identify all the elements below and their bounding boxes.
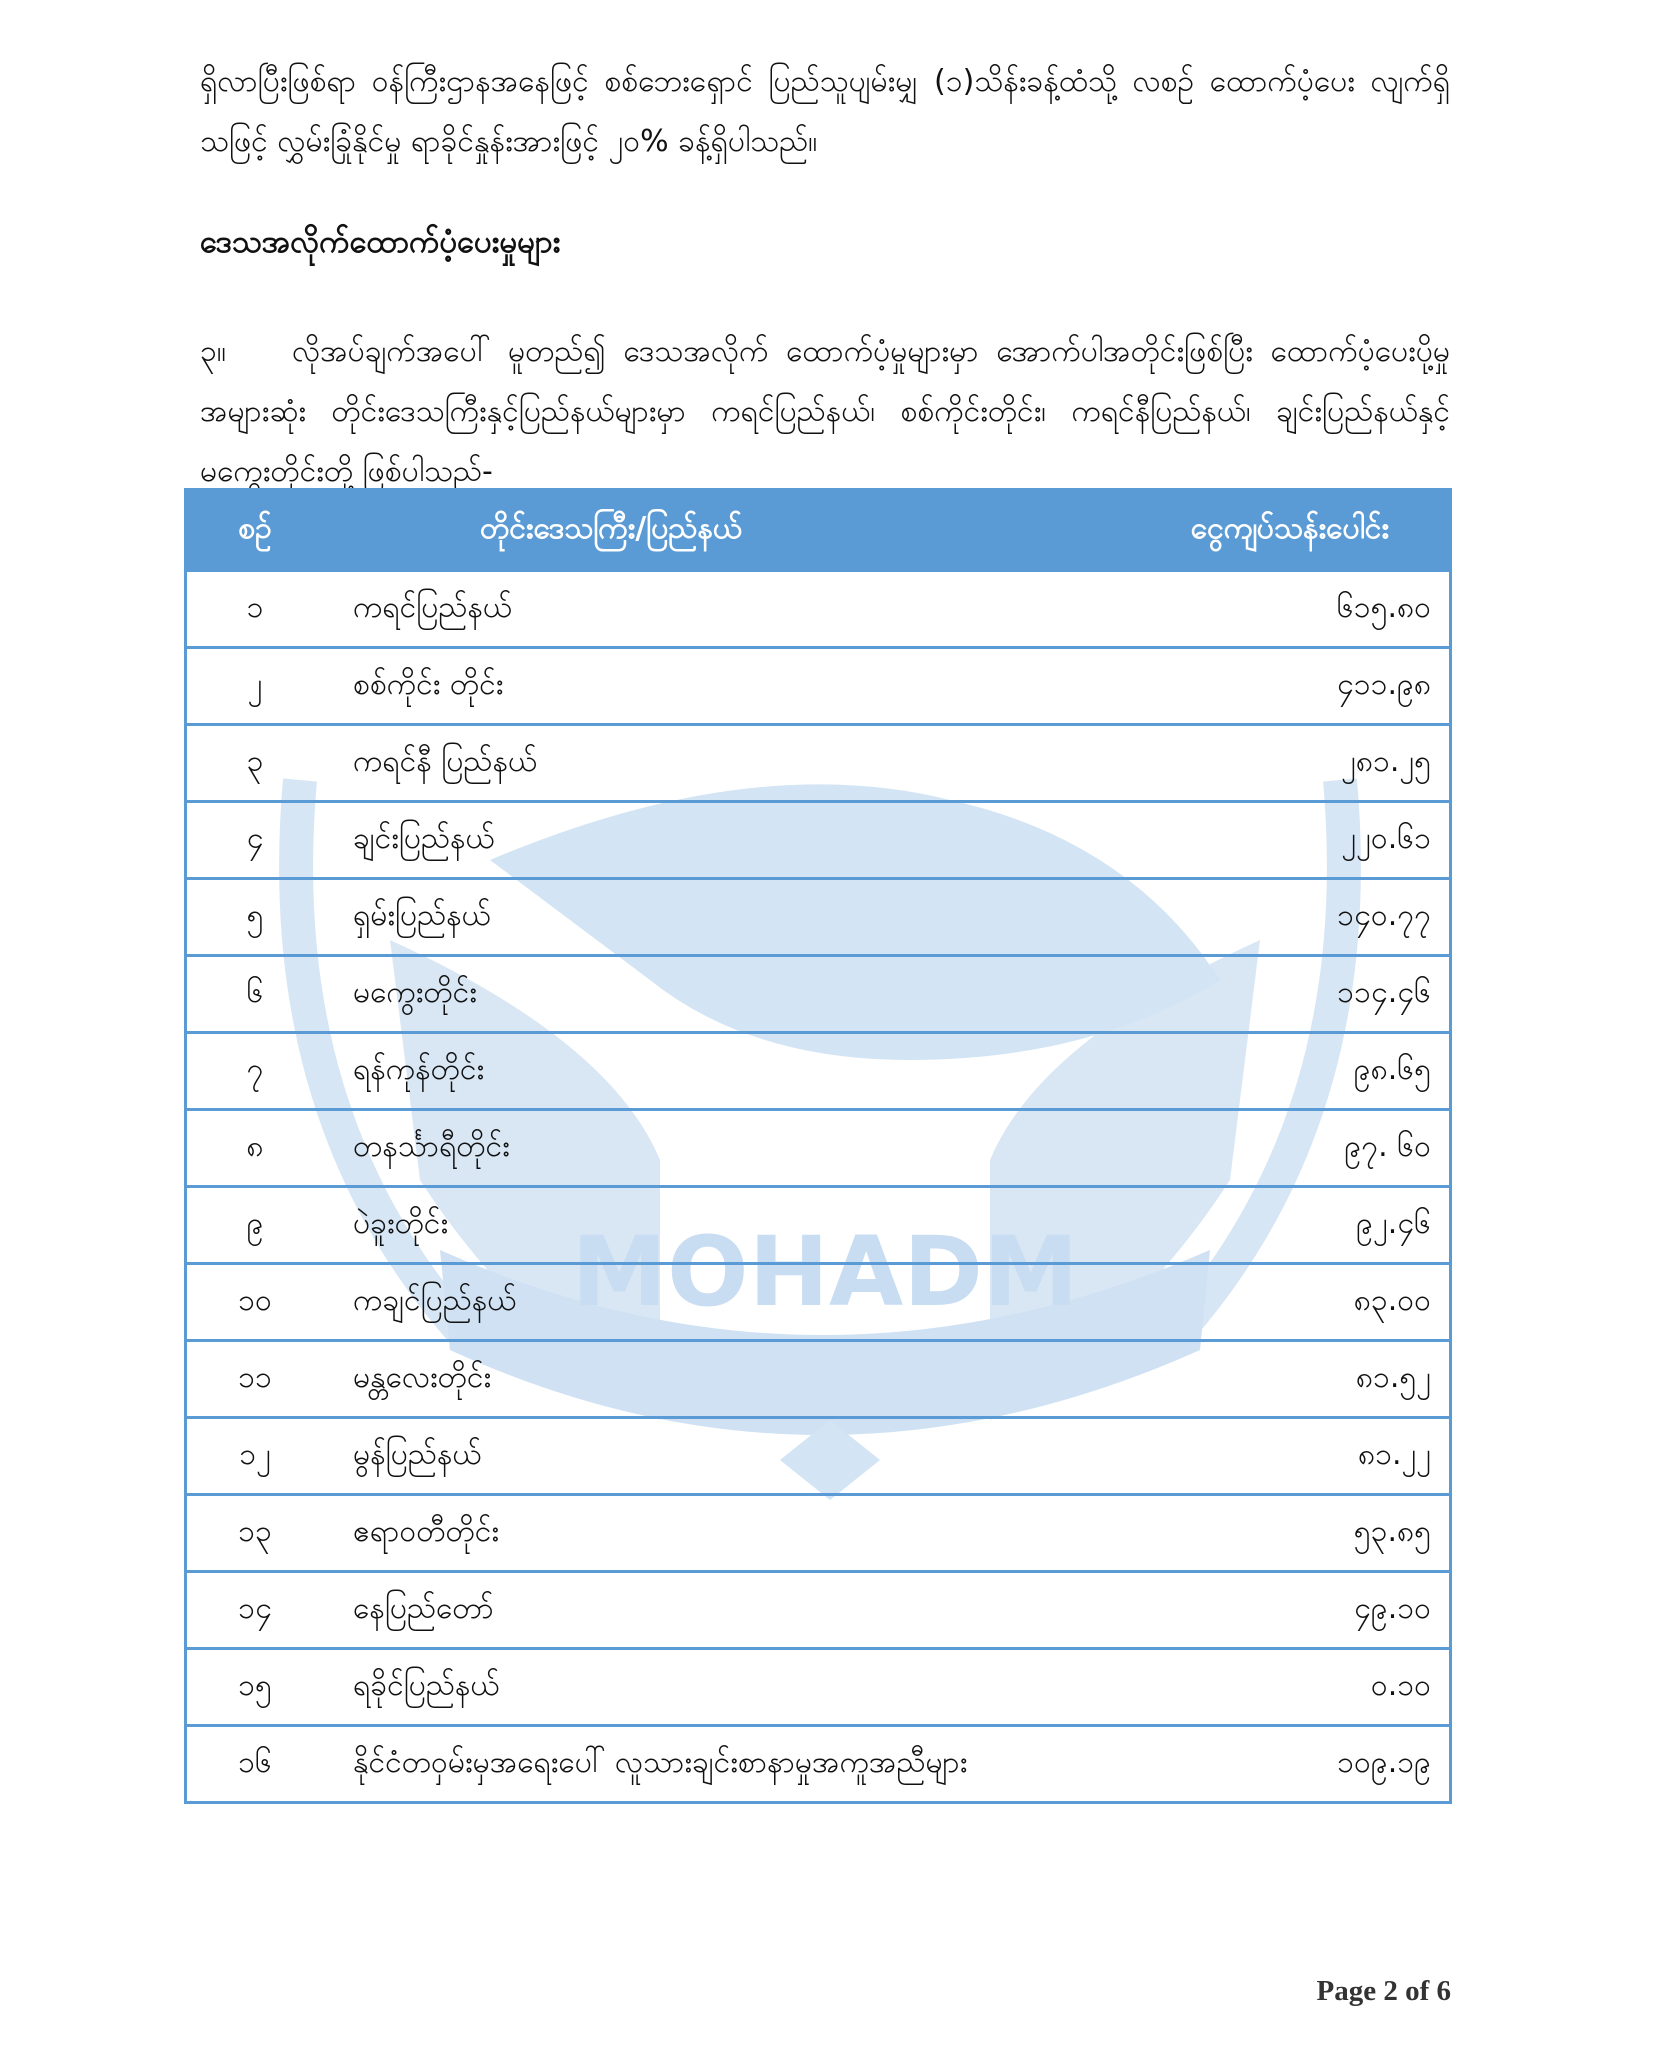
row-no: ၁၁: [186, 1341, 324, 1418]
row-region: နေပြည်တော်: [323, 1572, 1041, 1649]
table-row: [186, 648, 1451, 725]
table-row: [186, 725, 1451, 802]
row-region: ရှမ်းပြည်နယ်: [323, 879, 1041, 956]
page-footer: [1316, 1975, 1451, 2008]
row-no: ၁၃: [186, 1495, 324, 1572]
row-no: ၁၀: [186, 1264, 324, 1341]
table-row: [186, 1187, 1451, 1264]
intro-paragraph: ရှိလာပြီးဖြစ်ရာ ဝန်ကြီးဌာနအနေဖြင့် စစ်ဘေးရှောင် ပြည်သူပျမ်းမျှ (၁)သိန်းခန့်ထံသို့ လစဉ် ထောက်ပံ့ပေး လျက်ရှိသဖြင့် လွှမ်းခြုံနိုင်မှု ရာခိုင်နှုန်းအားဖြင့် ၂၀% ခန့်ရှိပါသည်။: [200, 64, 1450, 159]
row-region: ပဲခူးတိုင်း: [323, 1187, 1041, 1264]
table-row: [186, 1572, 1451, 1649]
footer-of-label: of: [1405, 1975, 1430, 2007]
row-region: ချင်းပြည်နယ်: [323, 802, 1041, 879]
table-row: [186, 1418, 1451, 1495]
row-region: တနင်္သာရီတိုင်း: [323, 1110, 1041, 1187]
row-region: နိုင်ငံတဝှမ်းမှအရေးပေါ် လူသားချင်းစာနာမှုအကူအညီများ: [323, 1726, 1041, 1803]
table-row: [186, 1110, 1451, 1187]
row-no: ၄: [186, 802, 324, 879]
row-amount: ၈၁.၂၂: [1041, 1418, 1451, 1495]
table-row: [186, 1649, 1451, 1726]
header-amount: ငွေကျပ်သန်းပေါင်း: [1041, 490, 1451, 571]
row-no: ၈: [186, 1110, 324, 1187]
regional-support-table: [184, 488, 1452, 1804]
watermark-text: MOHADM: [571, 1216, 1079, 1328]
row-no: ၁၄: [186, 1572, 324, 1649]
table-row: [186, 802, 1451, 879]
header-region: တိုင်းဒေသကြီး/ပြည်နယ်: [323, 490, 1041, 571]
row-region: ဧရာဝတီတိုင်း: [323, 1495, 1041, 1572]
row-amount: ၉၇. ၆၀: [1041, 1110, 1451, 1187]
paragraph-3-text: လိုအပ်ချက်အပေါ် မူတည်၍ ဒေသအလိုက် ထောက်ပံ့မှုများမှာ အောက်ပါအတိုင်းဖြစ်ပြီး ထောက်ပံ့ပေးပို့မှုအများဆုံး တိုင်းဒေသကြီးနှင့်ပြည်နယ်များမှာ ကရင်ပြည်နယ်၊ စစ်ကိုင်းတိုင်း၊ ကရင်နီပြည်နယ်၊ ချင်းပြည်နယ်နှင့် မကွေးတိုင်းတို့ ဖြစ်ပါသည်-: [200, 334, 1450, 489]
row-no: ၆: [186, 956, 324, 1033]
row-no: ၁: [186, 571, 324, 648]
table-row: [186, 879, 1451, 956]
row-amount: ၁၀၉.၁၉: [1041, 1726, 1451, 1803]
row-amount: ၄၁၁.၉၈: [1041, 648, 1451, 725]
row-region: ကချင်ပြည်နယ်: [323, 1264, 1041, 1341]
row-region: ရန်ကုန်တိုင်း: [323, 1033, 1041, 1110]
row-region: ကရင်ပြည်နယ်: [323, 571, 1041, 648]
row-amount: ၈၃.၀၀: [1041, 1264, 1451, 1341]
row-region: ရခိုင်ပြည်နယ်: [323, 1649, 1041, 1726]
paragraph-number: ၃။: [200, 334, 226, 369]
row-amount: ၁၄၀.၇၇: [1041, 879, 1451, 956]
table-row: [186, 1264, 1451, 1341]
row-amount: ၉၈.၆၅: [1041, 1033, 1451, 1110]
table-header-row: [186, 490, 1451, 571]
table-row: [186, 1341, 1451, 1418]
row-amount: ၀.၁၀: [1041, 1649, 1451, 1726]
row-no: ၉: [186, 1187, 324, 1264]
row-no: ၁၆: [186, 1726, 324, 1803]
paragraph-3: [200, 322, 1450, 502]
row-amount: ၉၂.၄၆: [1041, 1187, 1451, 1264]
section-heading: ဒေသအလိုက်ထောက်ပံ့ပေးမှုများ: [200, 224, 561, 260]
row-region: စစ်ကိုင်း တိုင်း: [323, 648, 1041, 725]
table-row: [186, 1495, 1451, 1572]
row-amount: ၂၈၁.၂၅: [1041, 725, 1451, 802]
footer-total-pages: 6: [1436, 1975, 1451, 2007]
row-amount: ၁၁၄.၄၆: [1041, 956, 1451, 1033]
row-region: မန္တလေးတိုင်း: [323, 1341, 1041, 1418]
row-region: မကွေးတိုင်း: [323, 956, 1041, 1033]
table-row: [186, 571, 1451, 648]
row-no: ၁၅: [186, 1649, 324, 1726]
row-amount: ၅၃.၈၅: [1041, 1495, 1451, 1572]
header-no: စဉ်: [186, 490, 324, 571]
row-no: ၂: [186, 648, 324, 725]
row-no: ၁၂: [186, 1418, 324, 1495]
row-no: ၅: [186, 879, 324, 956]
footer-current-page: 2: [1383, 1975, 1398, 2007]
row-region: ကရင်နီ ပြည်နယ်: [323, 725, 1041, 802]
row-amount: ၄၉.၁၀: [1041, 1572, 1451, 1649]
row-amount: ၆၁၅.၈၀: [1041, 571, 1451, 648]
table-row: [186, 956, 1451, 1033]
footer-page-label: Page: [1316, 1975, 1377, 2007]
table-row: [186, 1033, 1451, 1110]
row-no: ၇: [186, 1033, 324, 1110]
row-no: ၃: [186, 725, 324, 802]
row-amount: ၈၁.၅၂: [1041, 1341, 1451, 1418]
row-amount: ၂၂၀.၆၁: [1041, 802, 1451, 879]
row-region: မွန်ပြည်နယ်: [323, 1418, 1041, 1495]
table-row: [186, 1726, 1451, 1803]
